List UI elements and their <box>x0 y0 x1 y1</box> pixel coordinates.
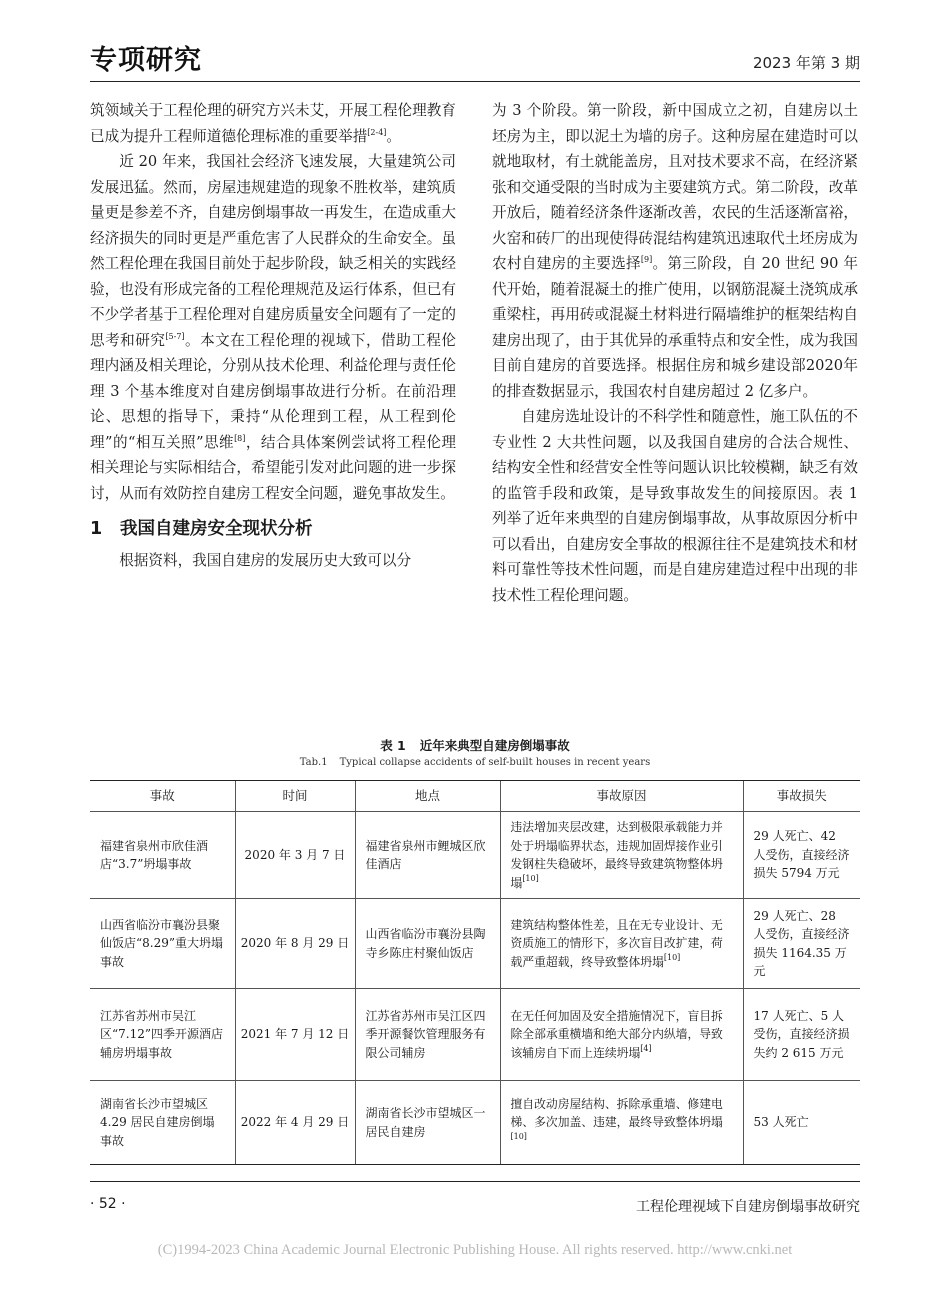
right-column <box>492 98 858 608</box>
table-header-row <box>90 781 860 812</box>
cell-place: 福建省泉州市鲤城区欣佳酒店 <box>355 812 500 899</box>
citation[interactable]: [10] <box>522 873 539 883</box>
citation[interactable]: [9] <box>640 255 653 264</box>
cell-place: 湖南省长沙市望城区一居民自建房 <box>355 1081 500 1165</box>
footer-rule <box>90 1181 860 1182</box>
table-caption <box>90 737 860 771</box>
cell-time: 2020 年 8 月 29 日 <box>235 899 355 989</box>
cell-loss: 53 人死亡 <box>743 1081 860 1165</box>
cell-cause: 违法增加夹层改建，达到极限承载能力并处于坍塌临界状态，违规加固焊接作业引发钢柱失稳破坏，最终导致建筑物整体坍塌[10] <box>500 812 743 899</box>
table-row <box>90 989 860 1081</box>
cell-cause: 在无任何加固及安全措施情况下，盲目拆除全部承重横墙和绝大部分内纵墙，导致该辅房自下而上连续坍塌[4] <box>500 989 743 1081</box>
page-number: · 52 · <box>90 1196 126 1212</box>
citation[interactable]: [10] <box>510 1131 527 1141</box>
table-row <box>90 899 860 989</box>
cell-loss: 29 人死亡、28 人受伤，直接经济损失 1164.35 万元 <box>743 899 860 989</box>
page-header <box>90 38 860 80</box>
col-header-cause: 事故原因 <box>500 781 743 812</box>
journal-title: 专项研究 <box>90 45 202 76</box>
issue-number: 2023 年第 3 期 <box>752 54 860 72</box>
cell-time: 2022 年 4 月 29 日 <box>235 1081 355 1165</box>
section-title: 我国自建房安全现状分析 <box>120 519 313 539</box>
header-rule <box>90 81 860 82</box>
citation[interactable]: [4] <box>640 1043 652 1053</box>
section-number: 1 <box>90 519 103 539</box>
paragraph: 近 20 年来，我国社会经济飞速发展，大量建筑公司发展迅猛。然而，房屋违规建造的现象不胜枚举，建筑质量更是参差不齐，自建房倒塌事故一再发生，在造成重大经济损失的同时更是严重危害了人民群众的生命安全。虽然工程伦理在我国目前处于起步阶段，缺乏相关的实践经验，也没有形成完备的工程伦理规范及运行体系，但已有不少学者基于工程伦理对自建房质量安全问题有了一定的思考和研究[5-7]。本文在工程伦理的视域下，借助工程伦理内涵及相关理论，分别从技术伦理、利益伦理与责任伦理 3 个基本维度对自建房倒塌事故进行分析。在前沿理论、思想的指导下，秉持“从伦理到工程，从工程到伦理”的“相互关照”思维[8]，结合具体案例尝试将工程伦理相关理论与实际相结合，希望能引发对此问题的进一步探讨，从而有效防控自建房工程安全问题，避免事故发生。 <box>90 153 456 502</box>
table-row <box>90 812 860 899</box>
cell-time: 2021 年 7 月 12 日 <box>235 989 355 1081</box>
citation[interactable]: [10] <box>663 952 681 962</box>
cell-cause: 擅自改动房屋结构、拆除承重墙、修建电梯、多次加盖、违建，最终导致整体坍塌[10] <box>500 1081 743 1165</box>
running-title: 工程伦理视域下自建房倒塌事故研究 <box>636 1199 860 1215</box>
table-row <box>90 1081 860 1165</box>
citation[interactable]: [8] <box>234 433 246 443</box>
col-header-loss: 事故损失 <box>743 781 860 812</box>
cell-time: 2020 年 3 月 7 日 <box>235 812 355 899</box>
table-caption-zh: 表 1 近年来典型自建房倒塌事故 <box>380 738 570 753</box>
cell-place: 江苏省苏州市吴江区四季开源餐饮管理服务有限公司辅房 <box>355 989 500 1081</box>
cell-accident: 山西省临汾市襄汾县聚仙饭店“8.29”重大坍塌事故 <box>90 899 235 989</box>
table-caption-en: Tab.1 Typical collapse accidents of self-built houses in recent years <box>299 757 651 768</box>
cell-place: 山西省临汾市襄汾县陶寺乡陈庄村聚仙饭店 <box>355 899 500 989</box>
col-header-place: 地点 <box>355 781 500 812</box>
left-column <box>90 98 456 574</box>
accident-table <box>90 780 860 1165</box>
col-header-time: 时间 <box>235 781 355 812</box>
citation[interactable]: [2-4] <box>367 127 387 137</box>
cell-accident: 江苏省苏州市吴江区“7.12”四季开源酒店辅房坍塌事故 <box>90 989 235 1081</box>
section-heading <box>90 516 456 542</box>
cell-loss: 29 人死亡、42 人受伤，直接经济损失 5794 万元 <box>743 812 860 899</box>
cell-loss: 17 人死亡、5 人受伤，直接经济损失约 2 615 万元 <box>743 989 860 1081</box>
paragraph: 筑领域关于工程伦理的研究方兴未艾，开展工程伦理教育已成为提升工程师道德伦理标准的重要举措[2-4]。 <box>90 102 456 145</box>
copyright-watermark: (C)1994-2023 China Academic Journal Electronic Publishing House. All rights reserved. http://www.cnki.net <box>157 1242 793 1258</box>
citation[interactable]: [5-7] <box>165 331 185 341</box>
col-header-accident: 事故 <box>90 781 235 812</box>
paragraph: 自建房选址设计的不科学性和随意性，施工队伍的不专业性 2 大共性问题，以及我国自建房的合法合规性、结构安全性和经营安全性等问题认识比较模糊，缺乏有效的监管手段和政策，是导致事故发生的间接原因。表 1 列举了近年来典型的自建房倒塌事故，从事故原因分析中可以看出，自建房安全事故的根源往往不是建筑技术和材料可靠性等技术性问题，而是自建房建造过程中出现的非技术性工程伦理问题。 <box>492 408 858 604</box>
paragraph: 为 3 个阶段。第一阶段，新中国成立之初，自建房以土坯房为主，即以泥土为墙的房子。这种房屋在建造时可以就地取材，有土就能盖房，且对技术要求不高，在经济紧张和交通受限的当时成为主要建筑方式。第二阶段，改革开放后，随着经济条件逐渐改善，农民的生活逐渐富裕，火窑和砖厂的出现使得砖混结构建筑迅速取代土坯房成为农村自建房的主要选择[9]。第三阶段，自 20 世纪 90 年代开始，随着混凝土的推广使用，以钢筋混凝土浇筑成承重梁柱，再用砖或混凝土材料进行隔墙维护的框架结构自建房出现了，由于其优异的承重特点和安全性，成为我国目前自建房的首要选择。根据住房和城乡建设部2020年的排查数据显示，我国农村自建房超过 2 亿多户。 <box>492 102 858 400</box>
cell-cause: 建筑结构整体性差，且在无专业设计、无资质施工的情形下，多次盲目改扩建，荷载严重超载，终导致整体坍塌[10] <box>500 899 743 989</box>
cell-accident: 湖南省长沙市望城区 4.29 居民自建房倒塌事故 <box>90 1081 235 1165</box>
paragraph: 根据资料，我国自建房的发展历史大致可以分 <box>119 552 412 569</box>
cell-accident: 福建省泉州市欣佳酒店“3.7”坍塌事故 <box>90 812 235 899</box>
